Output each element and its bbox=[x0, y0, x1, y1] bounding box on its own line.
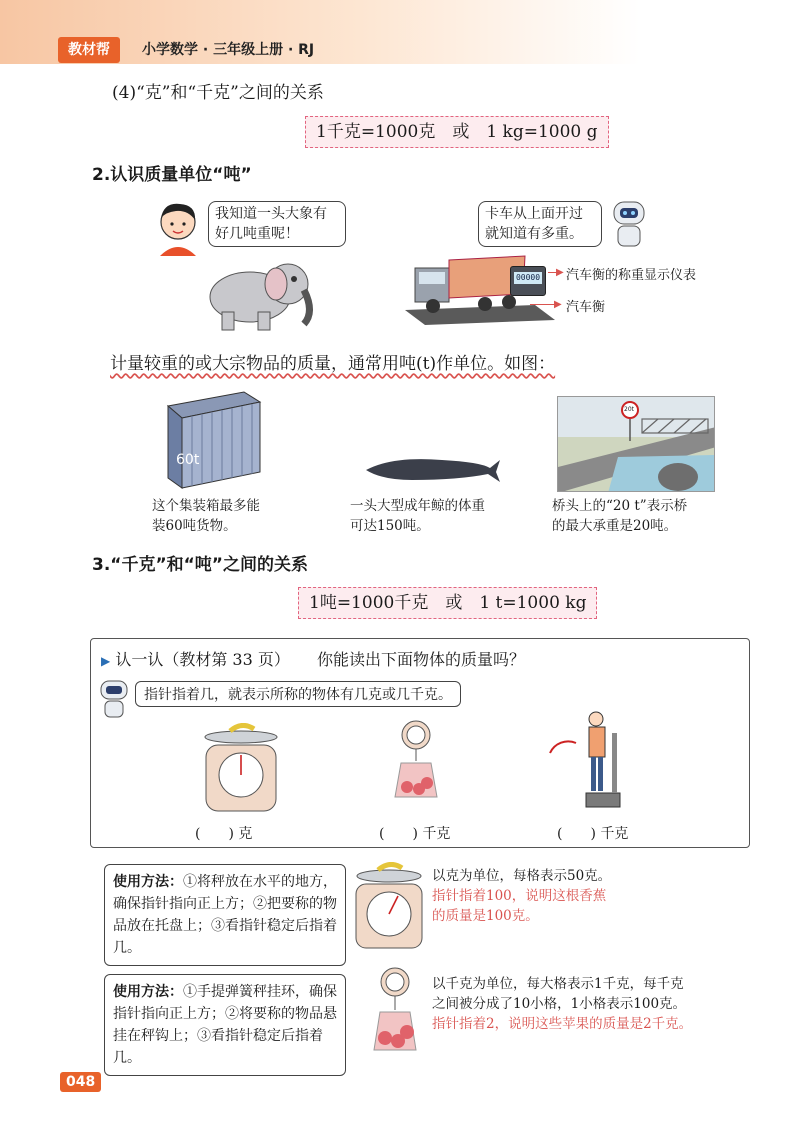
arrow-right-icon: ▶ bbox=[556, 267, 564, 278]
label-scale-display: 汽车衡的称重显示仪表 bbox=[566, 268, 697, 283]
brand-badge: 教材帮 bbox=[58, 37, 120, 63]
blank-gram: ( ) 克 bbox=[195, 826, 253, 842]
page-number: 048 bbox=[60, 1072, 101, 1092]
panel-title-ref: 认一认（教材第 33 页） bbox=[115, 650, 290, 669]
method2-description bbox=[432, 974, 692, 1034]
spring-scale-detail-icon bbox=[368, 966, 422, 1062]
formula-kg-g: 1千克=1000克 或 1 kg=1000 g bbox=[305, 116, 609, 148]
robot-bubble-line: 就知道有多重。 bbox=[485, 226, 583, 242]
method-label: 使用方法： bbox=[113, 984, 183, 1000]
recognize-panel bbox=[90, 638, 750, 848]
desc-line-red: 指针指着2，说明这些苹果的质量是2千克。 bbox=[432, 1016, 693, 1032]
boy-speech-bubble bbox=[208, 201, 346, 247]
boy-icon bbox=[150, 198, 210, 256]
robot-speech-bubble bbox=[478, 201, 602, 247]
elephant-icon bbox=[200, 252, 320, 332]
kitchen-scale-icon bbox=[196, 723, 286, 815]
blank-kg-2: ( ) 千克 bbox=[557, 826, 629, 842]
caption-line: 这个集装箱最多能 bbox=[152, 498, 260, 514]
spring-scale-icon bbox=[391, 717, 441, 813]
bridge-sign-label: 20t bbox=[624, 406, 634, 413]
method-label: 使用方法： bbox=[113, 874, 183, 890]
instruction-bubble: 指针指着几，就表示所称的物体有几克或几千克。 bbox=[135, 681, 461, 707]
caption-container bbox=[152, 496, 260, 536]
sec4-title: (4)“克”和“千克”之间的关系 bbox=[112, 83, 324, 103]
container-label: 60t bbox=[176, 452, 200, 468]
blank-kg-1: ( ) 千克 bbox=[379, 826, 451, 842]
desc-line-red: 的质量是100克。 bbox=[432, 908, 539, 924]
book-title: 小学数学 · 三年级上册 · RJ bbox=[142, 42, 315, 58]
caption-line: 可达150吨。 bbox=[350, 518, 430, 534]
arrow-right-icon: ▶ bbox=[554, 299, 562, 310]
desc-line: 以千克为单位，每大格表示1千克，每千克 bbox=[432, 976, 684, 992]
caption-line: 桥头上的“20 t”表示桥 bbox=[552, 498, 688, 514]
desc-line: 之间被分成了10小格，1小格表示100克。 bbox=[432, 996, 687, 1012]
panel-title bbox=[101, 647, 525, 670]
label-truck-scale: 汽车衡 bbox=[566, 300, 606, 315]
caption-whale bbox=[350, 496, 485, 536]
bridge-scene bbox=[558, 397, 715, 492]
ton-statement: 计量较重的或大宗物品的质量，通常用吨(t)作单位。如图： bbox=[110, 354, 556, 374]
whale-icon bbox=[362, 450, 502, 486]
method-box-spring-scale bbox=[104, 974, 346, 1076]
panel-question: 你能读出下面物体的质量吗？ bbox=[316, 650, 525, 669]
method-text: ①将秤放在水平的地方，确保指针指向正上方；②把要称的物品放在托盘上；③看指针稳定后指着几。 bbox=[113, 874, 337, 956]
bridge-photo bbox=[557, 396, 715, 492]
scale-display-device bbox=[510, 266, 546, 296]
robot-bubble-line: 卡车从上面开过 bbox=[485, 206, 583, 222]
caption-line: 一头大型成年鲸的体重 bbox=[350, 498, 485, 514]
method-text: ①手提弹簧秤挂环，确保指针指向正上方；②将要称的物品悬挂在秤钩上；③看指针稳定后指着几。 bbox=[113, 984, 337, 1066]
boy-bubble-line: 好几吨重呢！ bbox=[215, 226, 299, 242]
container-icon bbox=[160, 388, 270, 492]
sec3-title: 3.“千克”和“吨”之间的关系 bbox=[92, 555, 308, 575]
robot-icon bbox=[608, 198, 652, 250]
robot-icon bbox=[97, 679, 133, 719]
caption-line: 的最大承重是20吨。 bbox=[552, 518, 678, 534]
caption-line: 装60吨货物。 bbox=[152, 518, 237, 534]
page-header bbox=[0, 0, 800, 64]
formula-t-kg: 1吨=1000千克 或 1 t=1000 kg bbox=[298, 587, 597, 619]
caption-bridge bbox=[552, 496, 687, 536]
scale-display-readout: 00000 bbox=[515, 273, 541, 282]
desc-line-red: 指针指着100，说明这根香蕉 bbox=[432, 888, 607, 904]
body-scale-icon bbox=[546, 709, 636, 819]
sec2-title: 2.认识质量单位“吨” bbox=[92, 165, 252, 185]
desc-line: 以克为单位，每格表示50克。 bbox=[432, 868, 612, 884]
triangle-icon: ▶ bbox=[101, 654, 111, 668]
boy-bubble-line: 我知道一头大象有 bbox=[215, 206, 327, 222]
method1-description bbox=[432, 866, 611, 926]
kitchen-scale-detail-icon bbox=[350, 862, 428, 952]
method-box-kitchen-scale bbox=[104, 864, 346, 966]
